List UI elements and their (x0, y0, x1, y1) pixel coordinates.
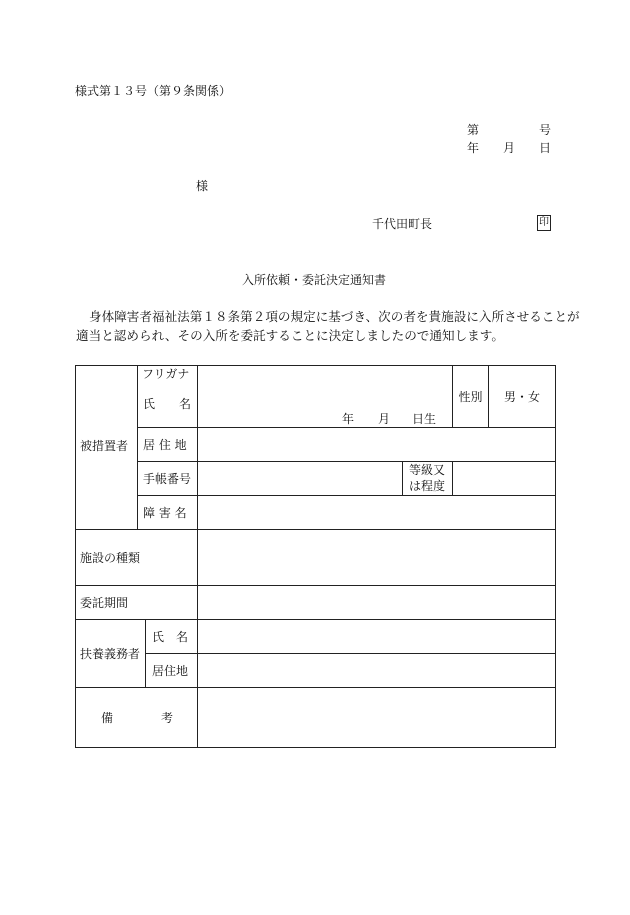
handbook-number-label (143, 462, 191, 495)
table-hline-subject-bottom (75, 529, 556, 530)
name-label: 氏 名 (143, 397, 192, 411)
disability-name-label-text: 障 害 名 (143, 505, 187, 520)
guardian-name-label-text: 氏 名 (152, 629, 189, 644)
handbook-number-label-text: 手帳番号 (143, 471, 192, 486)
facility-type-label-text: 施設の種類 (80, 550, 141, 565)
gender-label-text: 性別 (458, 389, 483, 404)
table-hline-period-bottom (75, 619, 556, 620)
document-title: 入所依頼・委託決定通知書 (242, 273, 387, 287)
facility-type-label (80, 530, 140, 585)
entrustment-period-label (80, 586, 128, 619)
table-hline-guardian-name-bottom (145, 653, 556, 654)
addressee-suffix: 様 (196, 179, 209, 193)
guardian-name-label (152, 620, 188, 653)
gender-value (489, 366, 555, 427)
remarks-label (101, 688, 173, 747)
birth-year-label: 年 (342, 412, 355, 426)
document-number-suffix: 号 (539, 123, 552, 137)
table-vline-grade-right (452, 461, 453, 495)
table-hline-facility-bottom (75, 585, 556, 586)
gender-value-text: 男・女 (503, 389, 540, 404)
table-border-left (75, 365, 76, 748)
table-vline-subject (137, 365, 138, 530)
guardian-label (80, 620, 140, 687)
table-border-bottom (75, 747, 556, 748)
table-hline-name-bottom (137, 427, 556, 428)
table-hline-address-bottom (137, 461, 556, 462)
seal-text: 印 (539, 217, 549, 228)
entrustment-period-label-text: 委託期間 (80, 595, 129, 610)
grade-label-line-1: 等級又 (409, 463, 446, 477)
disability-name-label (143, 496, 187, 529)
guardian-label-text: 扶養義務者 (80, 646, 141, 661)
body-text-line-1: 身体障害者福祉法第１８条第２項の規定に基づき、次の者を貴施設に入所させることが (89, 309, 580, 324)
table-vline-grade-left (402, 461, 403, 495)
guardian-address-label-text: 居住地 (152, 663, 189, 678)
guardian-address-label (152, 654, 188, 687)
address-label (143, 428, 187, 461)
date-day-label: 日 (539, 141, 552, 155)
issuer-name: 千代田町長 (372, 217, 433, 231)
table-vline-label (197, 365, 198, 747)
seal-mark (537, 215, 551, 231)
document-number-prefix: 第 (467, 123, 480, 137)
subject-label: 被措置者 (80, 439, 129, 453)
furigana-label: フリガナ (142, 367, 190, 381)
date-year-label: 年 (467, 141, 480, 155)
gender-label (453, 366, 488, 427)
birth-month-label: 月 (378, 412, 391, 426)
date-month-label: 月 (503, 141, 516, 155)
grade-label-line-2: は程度 (409, 479, 446, 493)
address-label-text: 居 住 地 (143, 437, 187, 452)
birth-day-label: 日生 (412, 412, 437, 426)
table-border-right (555, 365, 556, 748)
body-text-line-2: 適当と認められ、その入所を委託することに決定しましたので通知します。 (76, 328, 504, 343)
form-number: 様式第１３号（第９条関係） (75, 84, 232, 98)
remarks-label-text: 備 考 (101, 710, 174, 725)
table-hline-handbook-bottom (137, 495, 556, 496)
